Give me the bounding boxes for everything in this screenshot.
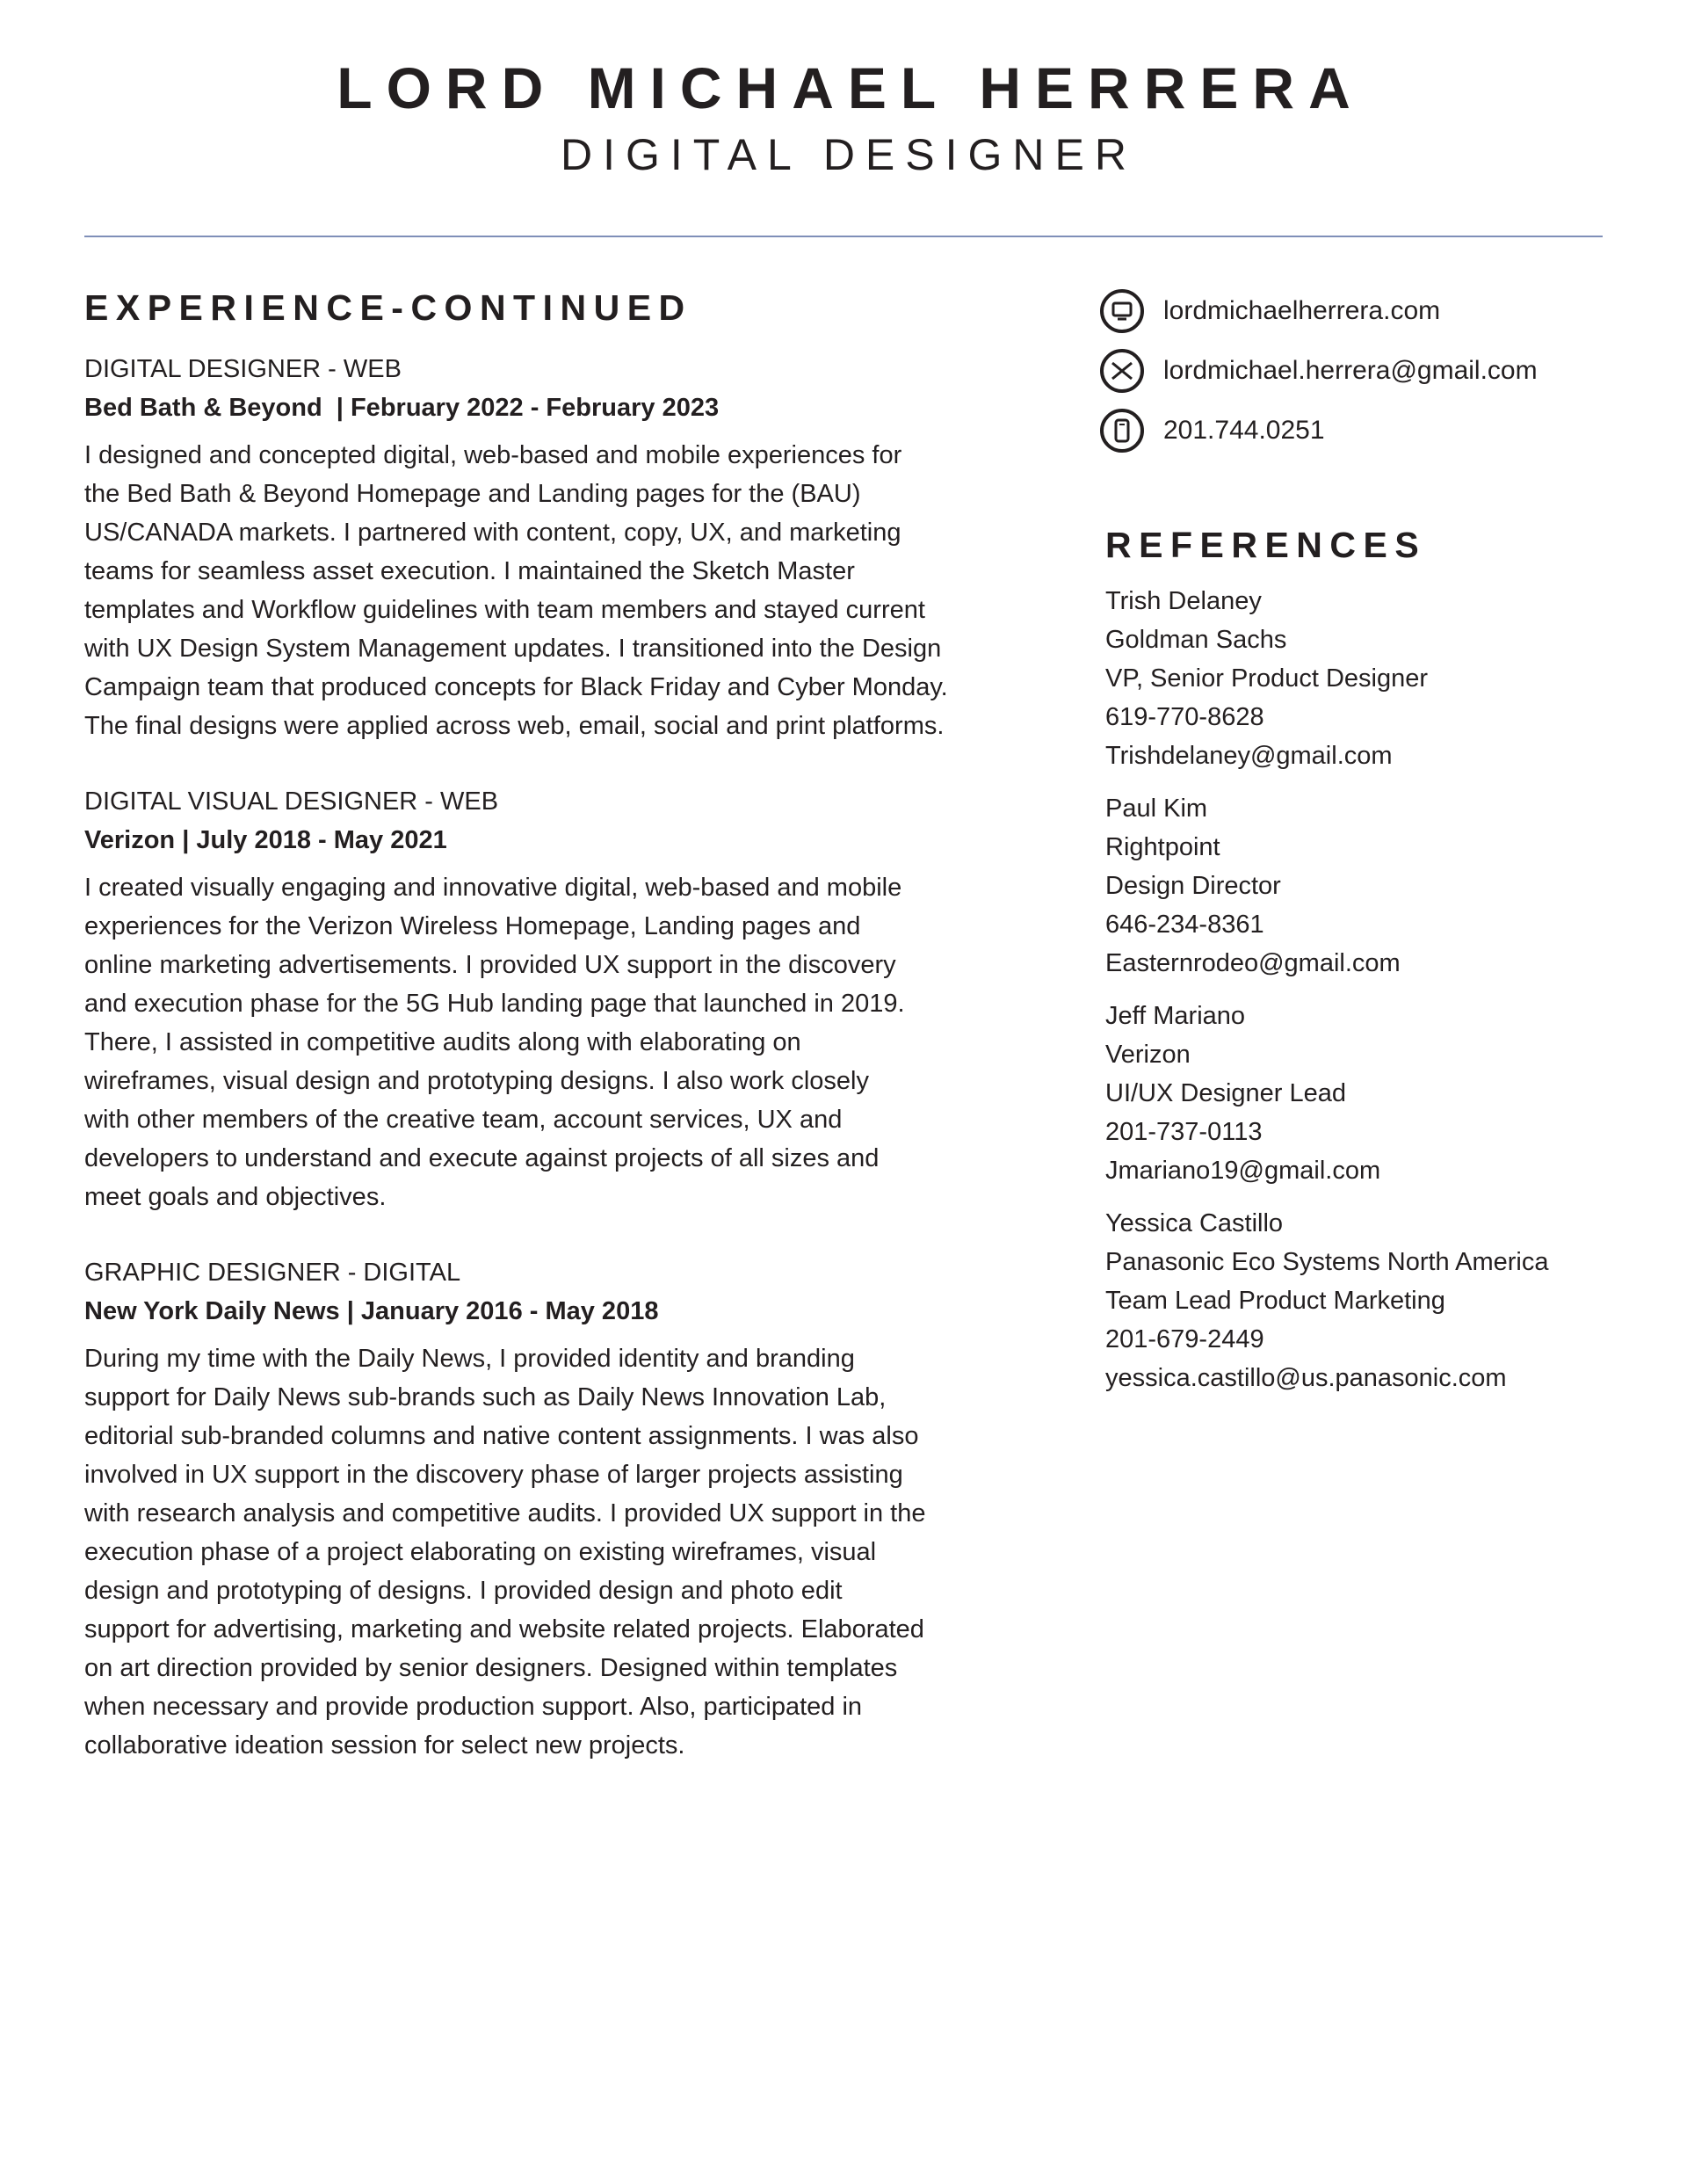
job-entry (84, 782, 1060, 1216)
desc-line: templates and Workflow guidelines with team members and stayed current (84, 596, 925, 624)
desc-line: experiences for the Verizon Wireless Homepage, Landing pages and (84, 912, 861, 940)
reference-name: Paul Kim (1105, 795, 1208, 823)
job-company-dates: New York Daily News | January 2016 - May 2018 (84, 1297, 659, 1325)
desc-line: editorial sub-branded columns and native content assignments. I was also (84, 1422, 919, 1450)
job-title: GRAPHIC DESIGNER - DIGITAL (84, 1259, 461, 1287)
desc-line: with research analysis and competitive audits. I provided UX support in the (84, 1499, 926, 1527)
desc-line: support for Daily News sub-brands such as Daily News Innovation Lab, (84, 1383, 887, 1411)
desc-line: execution phase of a project elaborating on existing wireframes, visual (84, 1538, 877, 1566)
reference-company: Verizon (1105, 1041, 1191, 1069)
reference-company: Goldman Sachs (1105, 626, 1287, 654)
desc-line: wireframes, visual design and prototyping designs. I also work closely (84, 1067, 869, 1095)
reference-entry (1105, 1204, 1662, 1397)
desc-line: US/CANADA markets. I partnered with content, copy, UX, and marketing (84, 519, 901, 547)
job-entry (84, 1253, 1060, 1765)
desc-line: meet goals and objectives. (84, 1183, 387, 1211)
reference-phone: 619-770-8628 (1105, 703, 1264, 731)
job-entry (84, 350, 1060, 745)
desc-line: I created visually engaging and innovative digital, web-based and mobile (84, 874, 902, 902)
job-title: DIGITAL DESIGNER - WEB (84, 355, 402, 383)
contact-website[interactable] (1100, 281, 1662, 341)
header-divider (84, 236, 1603, 237)
job-title: DIGITAL VISUAL DESIGNER - WEB (84, 787, 499, 816)
reference-phone: 201-679-2449 (1105, 1325, 1264, 1353)
reference-role: VP, Senior Product Designer (1105, 664, 1429, 693)
desc-line: I designed and concepted digital, web-based and mobile experiences for (84, 441, 902, 469)
reference-email: yessica.castillo@us.panasonic.com (1105, 1364, 1507, 1392)
phone-text[interactable]: 201.744.0251 (1163, 416, 1325, 445)
reference-role: UI/UX Designer Lead (1105, 1079, 1347, 1107)
phone-icon (1100, 409, 1144, 453)
desc-line: when necessary and provide production support. Also, participated in (84, 1693, 863, 1721)
experience-heading: EXPERIENCE-CONTINUED (84, 287, 692, 328)
reference-entry (1105, 789, 1662, 983)
desc-line: with UX Design System Management updates. I transitioned into the Design (84, 635, 942, 663)
reference-email: Trishdelaney@gmail.com (1105, 742, 1393, 770)
desc-line: and execution phase for the 5G Hub landing page that launched in 2019. (84, 990, 905, 1018)
desc-line: the Bed Bath & Beyond Homepage and Landing pages for the (BAU) (84, 480, 861, 508)
reference-company: Rightpoint (1105, 833, 1220, 861)
envelope-icon (1100, 349, 1144, 393)
reference-entry (1105, 997, 1662, 1190)
desc-line: teams for seamless asset execution. I maintained the Sketch Master (84, 557, 855, 585)
references-heading: REFERENCES (1105, 525, 1427, 565)
reference-phone: 201-737-0113 (1105, 1118, 1263, 1146)
job-description (84, 436, 1060, 745)
desc-line: design and prototyping of designs. I provided design and photo edit (84, 1577, 843, 1605)
contact-phone[interactable] (1100, 401, 1662, 461)
candidate-title: DIGITAL DESIGNER (561, 130, 1137, 179)
website-text[interactable]: lordmichaelherrera.com (1163, 296, 1441, 325)
candidate-name: LORD MICHAEL HERRERA (337, 55, 1365, 120)
desc-line: developers to understand and execute against projects of all sizes and (84, 1144, 880, 1172)
reference-company: Panasonic Eco Systems North America (1105, 1248, 1549, 1276)
reference-email: Jmariano19@gmail.com (1105, 1157, 1381, 1185)
experience-column (84, 283, 1060, 1802)
desc-line: support for advertising, marketing and website related projects. Elaborated (84, 1615, 924, 1643)
desc-line: collaborative ideation session for select new projects. (84, 1731, 685, 1760)
sidebar-column (1100, 281, 1662, 1411)
job-description (84, 868, 1060, 1216)
desc-line: There, I assisted in competitive audits along with elaborating on (84, 1028, 801, 1056)
desc-line: The final designs were applied across web, email, social and print platforms. (84, 712, 945, 740)
reference-role: Team Lead Product Marketing (1105, 1287, 1445, 1315)
reference-role: Design Director (1105, 872, 1281, 900)
desc-line: on art direction provided by senior designers. Designed within templates (84, 1654, 898, 1682)
reference-name: Yessica Castillo (1105, 1209, 1284, 1237)
desc-line: During my time with the Daily News, I provided identity and branding (84, 1345, 855, 1373)
job-company-dates: Bed Bath & Beyond | February 2022 - February 2023 (84, 394, 720, 422)
job-company-dates: Verizon | July 2018 - May 2021 (84, 826, 447, 854)
job-description (84, 1339, 1060, 1765)
reference-email: Easternrodeo@gmail.com (1105, 949, 1401, 977)
email-text[interactable]: lordmichael.herrera@gmail.com (1163, 356, 1538, 385)
reference-entry (1105, 582, 1662, 775)
reference-name: Jeff Mariano (1105, 1002, 1246, 1030)
desc-line: online marketing advertisements. I provided UX support in the discovery (84, 951, 896, 979)
desc-line: with other members of the creative team, account services, UX and (84, 1106, 843, 1134)
reference-phone: 646-234-8361 (1105, 911, 1264, 939)
computer-icon (1100, 289, 1144, 333)
reference-name: Trish Delaney (1105, 587, 1262, 615)
desc-line: involved in UX support in the discovery phase of larger projects assisting (84, 1461, 903, 1489)
resume-header (0, 51, 1687, 183)
desc-line: Campaign team that produced concepts for Black Friday and Cyber Monday. (84, 673, 948, 701)
contact-email[interactable] (1100, 341, 1662, 401)
